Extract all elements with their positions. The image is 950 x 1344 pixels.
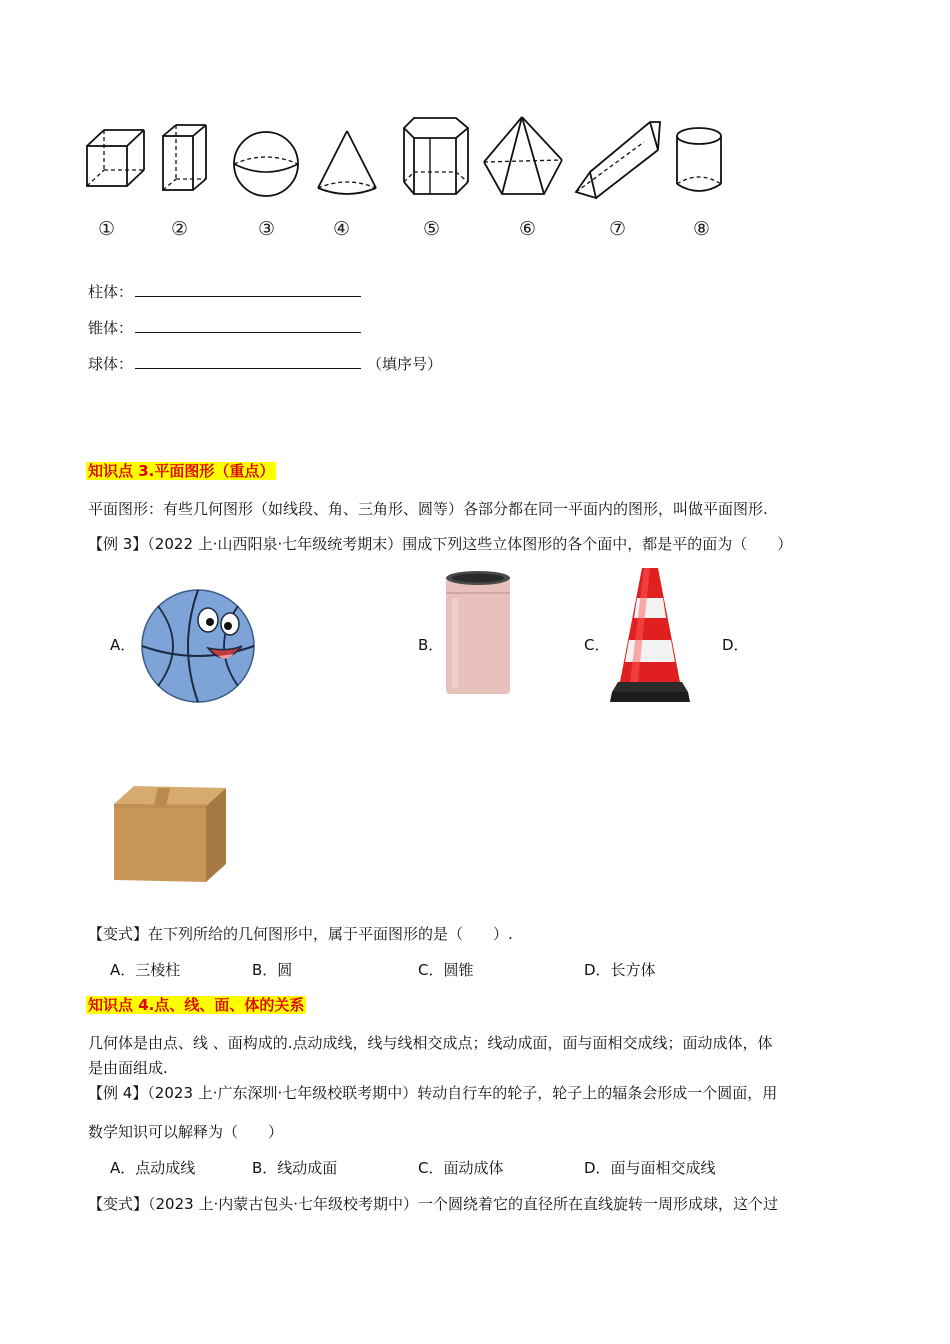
shape-number-1: ①: [98, 218, 116, 240]
sphere-answer-blank[interactable]: [135, 354, 361, 369]
variant2-question: 【变式】（2023 上·内蒙古包头·七年级校考期中）一个圆绕着它的直径所在直线旋转一周形成球，这个过: [88, 1195, 778, 1213]
example3-question: 【例 3】（2022 上·山西阳泉·七年级统考期末）围成下列这些立体图形的各个面中，都是平的面为（ ）: [88, 535, 793, 553]
sphere-fill-row: [88, 354, 442, 374]
cone-figure: [314, 128, 380, 200]
section4-text-line2: 是由面组成.: [88, 1059, 168, 1077]
section3-definition: 平面图形：有些几何图形（如线段、角、三角形、圆等）各部分都在同一平面内的图形，叫做平面图形.: [88, 500, 768, 518]
cone-label: 锥体：: [88, 319, 134, 337]
triangular-prism-figure: [572, 118, 664, 202]
example4-option-d[interactable]: D．面与面相交成线: [584, 1159, 716, 1177]
pink-cylinder-can-image: [444, 568, 512, 706]
shape-number-3: ③: [258, 218, 276, 240]
example4-option-b[interactable]: B．线动成面: [252, 1159, 338, 1177]
shape-number-6: ⑥: [519, 218, 537, 240]
example3-option-b[interactable]: B．: [418, 636, 444, 654]
shape-number-8: ⑧: [693, 218, 711, 240]
hexagonal-prism-figure: [400, 114, 472, 200]
variant1-question: 【变式】在下列所给的几何图形中，属于平面图形的是（ ）.: [88, 925, 513, 943]
rectangular-prism-figure: [160, 122, 210, 194]
section3-heading: 知识点 3.平面图形（重点）: [88, 462, 275, 480]
shape-number-4: ④: [333, 218, 351, 240]
basketball-image: [138, 586, 258, 710]
cone-answer-blank[interactable]: [135, 318, 361, 333]
sphere-label: 球体：: [88, 355, 134, 373]
example3-option-c[interactable]: C．: [584, 636, 610, 654]
section4-text-line1: 几何体是由点、线 、面构成的.点动成线，线与线相交成点；线动成面，面与面相交成线；面动成体，体: [88, 1034, 773, 1052]
cardboard-box-image: [112, 784, 228, 888]
variant1-option-b[interactable]: B．圆: [252, 961, 293, 979]
cone-fill-row: [88, 318, 361, 338]
cylinder-label: 柱体：: [88, 283, 134, 301]
pyramid-figure: [480, 114, 566, 200]
cube-figure: [84, 126, 146, 190]
variant1-option-d[interactable]: D．长方体: [584, 961, 656, 979]
example4-option-a[interactable]: A．点动成线: [110, 1159, 196, 1177]
sphere-suffix: （填序号）: [367, 355, 443, 373]
sphere-figure: [230, 130, 302, 198]
traffic-cone-image: [608, 566, 692, 712]
shape-number-7: ⑦: [609, 218, 627, 240]
example4-line1: 【例 4】（2023 上·广东深圳·七年级校联考期中）转动自行车的轮子，轮子上的辐条会形成一个圆面，用: [88, 1084, 778, 1102]
section4-heading: 知识点 4.点、线、面、体的关系: [88, 996, 305, 1014]
example4-option-c[interactable]: C．面动成体: [418, 1159, 504, 1177]
variant1-option-a[interactable]: A．三棱柱: [110, 961, 181, 979]
example4-line2: 数学知识可以解释为（ ）: [88, 1123, 284, 1141]
variant1-option-c[interactable]: C．圆锥: [418, 961, 474, 979]
section3-heading-row: [86, 460, 276, 482]
cylinder-answer-blank[interactable]: [135, 282, 361, 297]
cylinder-figure: [672, 124, 726, 198]
shape-number-2: ②: [171, 218, 189, 240]
shape-number-5: ⑤: [423, 218, 441, 240]
example3-option-d[interactable]: D．: [722, 636, 749, 654]
section4-heading-row: [86, 994, 306, 1016]
cylinder-fill-row: [88, 282, 361, 302]
example3-option-a[interactable]: A．: [110, 636, 136, 654]
